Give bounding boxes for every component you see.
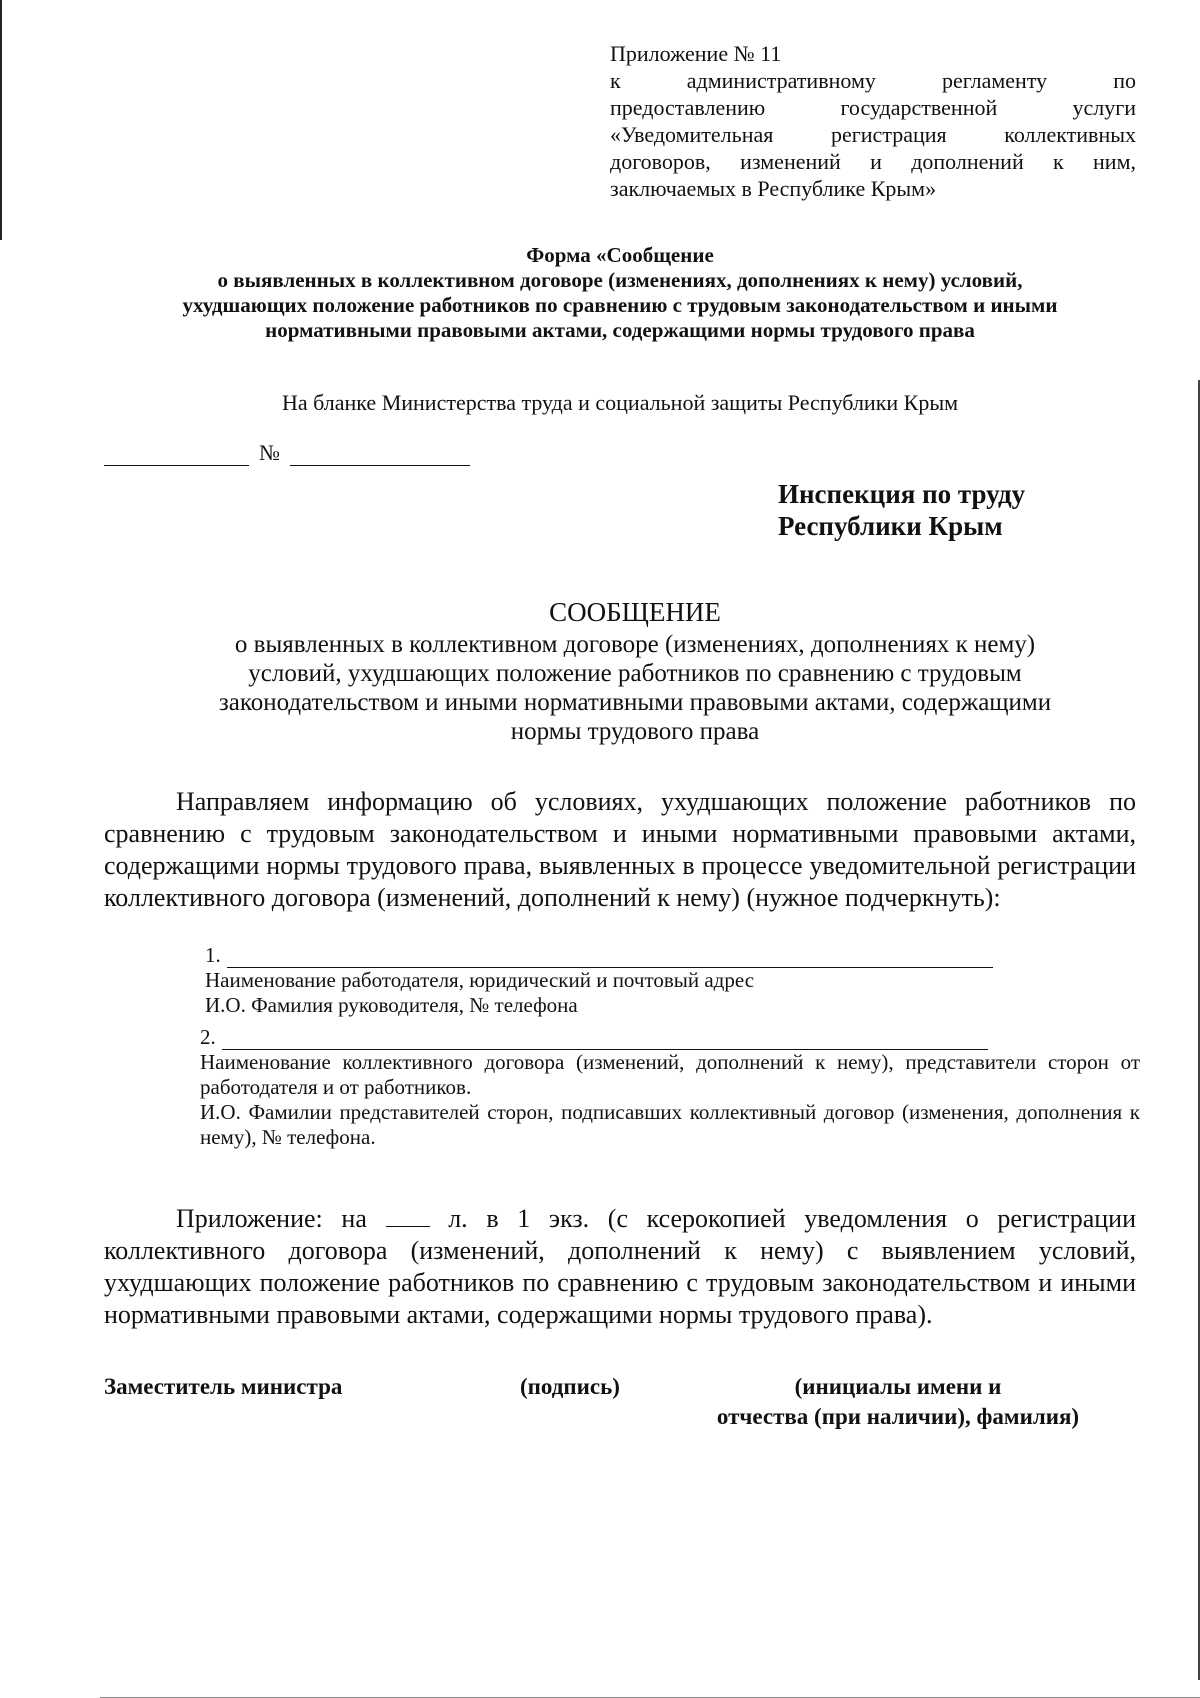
recipient-line-1: Инспекция по труду [778, 479, 1026, 509]
signatory-position: Заместитель министра [104, 1374, 343, 1399]
signature-label: (подпись) [520, 1374, 620, 1399]
item-2-number: 2. [200, 1025, 216, 1049]
item-1 [205, 943, 1005, 1018]
annex-line-3: «Уведомительная регистрация коллективных [610, 122, 1136, 147]
item-1-fill-row [205, 943, 1005, 968]
annex-number: Приложение № 11 [610, 41, 782, 66]
body-paragraph: Направляем информацию об условиях, ухудшающих положение работников по сравнению с трудовым законодательством и иными нормативными правовыми актами, содержащими нормы трудового права, выявленных в процессе уведомительной регистрации коллективного договора (изменений, дополнений к нему) (нужное подчеркнуть): [104, 787, 1136, 912]
recipient-line-2: Республики Крым [778, 511, 1003, 541]
annex-line-2: предоставлению государственной услуги [610, 95, 1136, 120]
item-2 [200, 1025, 1140, 1150]
message-heading-line-4: нормы трудового права [510, 718, 760, 745]
item-1-caption-2: И.О. Фамилия руководителя, № телефона [205, 993, 578, 1017]
item-2-blank-line [222, 1031, 988, 1050]
attachment-pages-blank [386, 1204, 430, 1227]
attachment-paragraph [104, 1203, 1136, 1331]
signatory-name-label [688, 1372, 1108, 1432]
registration-number-field [104, 440, 470, 466]
item-2-caption-2: И.О. Фамилии представителей сторон, подписавших коллективный договор (изменения, дополнения к нему), № телефона. [200, 1100, 1140, 1149]
form-title-line-2: о выявленных в коллективном договоре (изменениях, дополнениях к нему) условий, [217, 268, 1023, 292]
annex-line-4: договоров, изменений и дополнений к ним, [610, 149, 1136, 174]
form-title-line-3: ухудшающих положение работников по сравнению с трудовым законодательством и иными [182, 293, 1058, 317]
form-title-line-1: Форма «Сообщение [526, 243, 714, 267]
attachment-suffix: л. в 1 экз. (с ксерокопией уведомления о регистрации коллективного договора (изменений, дополнений к нему) с выявлением условий, ухудшающих положение работников по сравнению с трудовым законодательством и иными нормативными правовыми актами, содержащими нормы трудового права). [104, 1204, 1137, 1329]
annex-header [610, 40, 1136, 202]
annex-line-1: к административному регламенту по [610, 68, 1136, 93]
annex-line-5: заключаемых в Республике Крым» [610, 176, 937, 201]
item-1-blank-line [227, 949, 993, 968]
date-blank-line [104, 445, 249, 466]
message-heading-line-2: условий, ухудшающих положение работников по сравнению с трудовым [248, 660, 1022, 687]
form-title [100, 243, 1140, 343]
signatory-name-line-2: отчества (при наличии), фамилия) [716, 1404, 1080, 1429]
number-sign: № [259, 440, 280, 465]
message-heading-line-1: о выявленных в коллективном договоре (изменениях, дополнениях к нему) [234, 631, 1036, 658]
letterhead-note: На бланке Министерства труда и социальной защиты Республики Крым [281, 390, 959, 415]
message-title: СООБЩЕНИЕ [549, 597, 721, 627]
signatory-name-line-1: (инициалы имени и [794, 1374, 1002, 1399]
item-1-number: 1. [205, 943, 221, 967]
message-heading [100, 598, 1170, 746]
form-title-line-4: нормативными правовыми актами, содержащими нормы трудового права [265, 318, 975, 342]
recipient-block [778, 478, 1025, 542]
message-heading-line-3: законодательством и иными нормативными правовыми актами, содержащими [218, 689, 1052, 716]
item-2-caption-1: Наименование коллективного договора (изменений, дополнений к нему), представители сторон от работодателя и от работников. [200, 1050, 1140, 1099]
item-2-fill-row [200, 1025, 1140, 1050]
attachment-prefix: Приложение: на [176, 1204, 367, 1233]
item-1-caption-1: Наименование работодателя, юридический и почтовый адрес [205, 968, 755, 992]
number-blank-line [290, 445, 470, 466]
scan-edge-left [0, 0, 2, 240]
